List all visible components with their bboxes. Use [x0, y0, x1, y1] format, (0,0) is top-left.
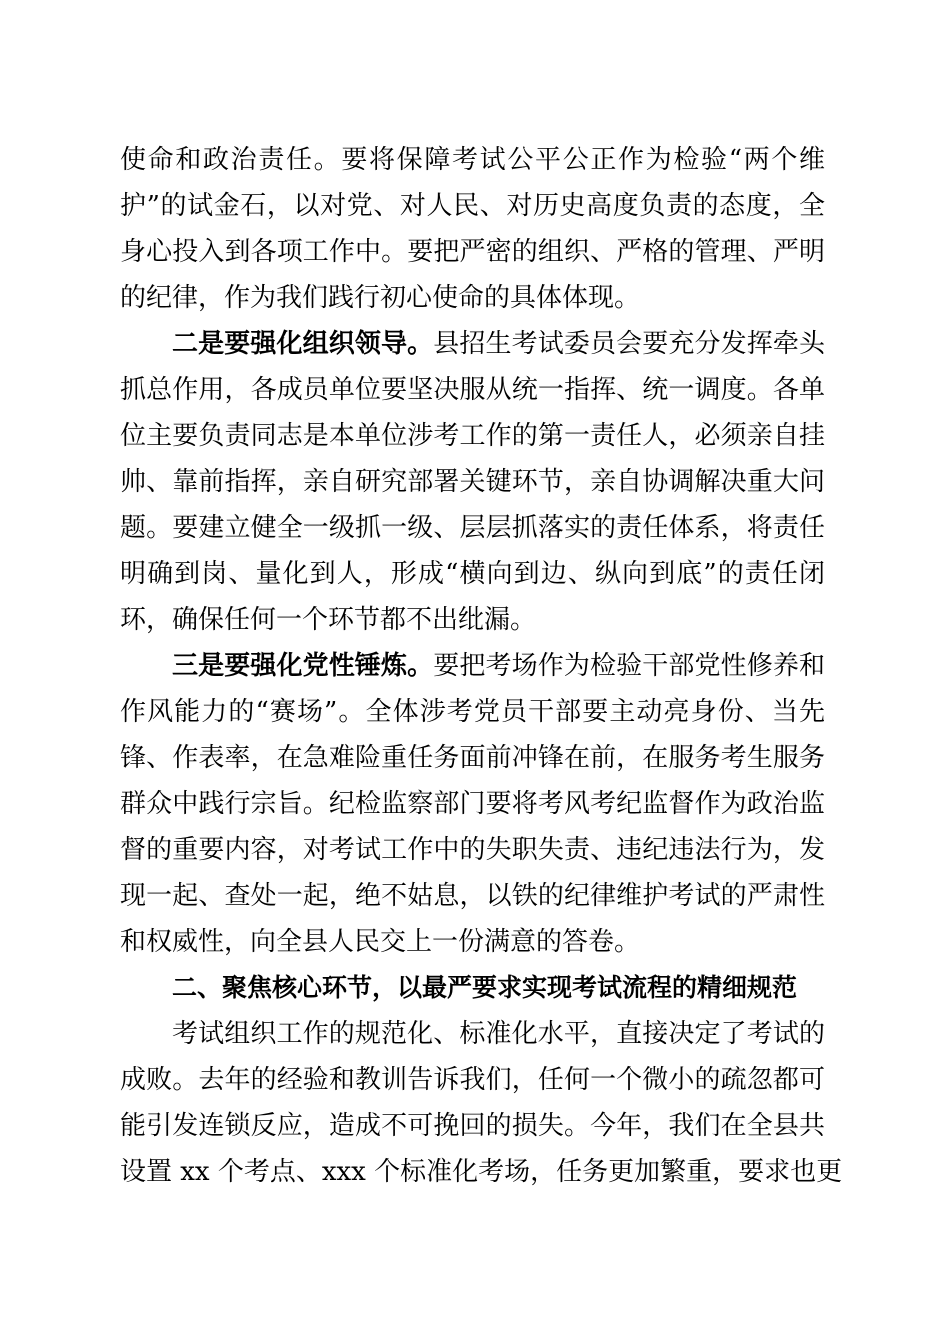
text-line: 护”的试金石，以对党、对人民、对历史高度负责的态度，全: [120, 191, 825, 221]
text-line: 位主要负责同志是本单位涉考工作的第一责任人，必须亲自挂: [120, 421, 825, 451]
text-line: 设置 xx 个考点、xxx 个标准化考场，任务更加繁重，要求也更: [120, 1157, 843, 1187]
section-heading: 二、聚焦核心环节，以最严要求实现考试流程的精细规范: [172, 973, 798, 1002]
document-body: [120, 137, 843, 1195]
paragraph-party-spirit: [120, 643, 825, 965]
text-line: 能引发连锁反应，造成不可挽回的损失。今年，我们在全县共: [120, 1111, 825, 1141]
text-line: 明确到岗、量化到人，形成“横向到边、纵向到底”的责任闭: [120, 559, 825, 589]
paragraph-organization: [120, 321, 825, 643]
text-line: 抓总作用，各成员单位要坚决服从统一指挥、统一调度。各单: [120, 375, 825, 405]
paragraph-lead: 三是要强化党性锤炼。: [172, 651, 434, 681]
text-line: [120, 643, 825, 689]
text-line: 作风能力的“赛场”。全体涉考党员干部要主动亮身份、当先: [120, 697, 825, 727]
text-line: 身心投入到各项工作中。要把严密的组织、严格的管理、严明: [120, 237, 825, 267]
text-line: 现一起、查处一起，绝不姑息，以铁的纪律维护考试的严肃性: [120, 881, 825, 911]
paragraph-text: 县招生考试委员会要充分发挥牵头: [433, 329, 825, 359]
paragraph-lead: 二是要强化组织领导。: [172, 329, 434, 359]
text-line: 督的重要内容，对考试工作中的失职失责、违纪违法行为，发: [120, 835, 825, 865]
text-line: 使命和政治责任。要将保障考试公平公正作为检验“两个维: [120, 145, 825, 175]
text-line: 环，确保任何一个环节都不出纰漏。: [120, 605, 537, 635]
text-line: 成败。去年的经验和教训告诉我们，任何一个微小的疏忽都可: [120, 1065, 825, 1095]
text-line: 和权威性，向全县人民交上一份满意的答卷。: [120, 927, 641, 957]
paragraph-text: 要把考场作为检验干部党性修养和: [433, 651, 825, 681]
paragraph-exam-process: [120, 1011, 843, 1195]
text-line: 锋、作表率，在急难险重任务面前冲锋在前，在服务考生服务: [120, 743, 825, 773]
text-line: 群众中践行宗旨。纪检监察部门要将考风考纪监督作为政治监: [120, 789, 825, 819]
text-line: 的纪律，作为我们践行初心使命的具体体现。: [120, 283, 641, 313]
text-line: 帅、靠前指挥，亲自研究部署关键环节，亲自协调解决重大问: [120, 467, 825, 497]
text-line: 题。要建立健全一级抓一级、层层抓落实的责任体系，将责任: [120, 513, 825, 543]
paragraph-mission: [120, 137, 825, 321]
text-line: [120, 321, 825, 367]
text-line: 考试组织工作的规范化、标准化水平，直接决定了考试的: [172, 1019, 825, 1049]
